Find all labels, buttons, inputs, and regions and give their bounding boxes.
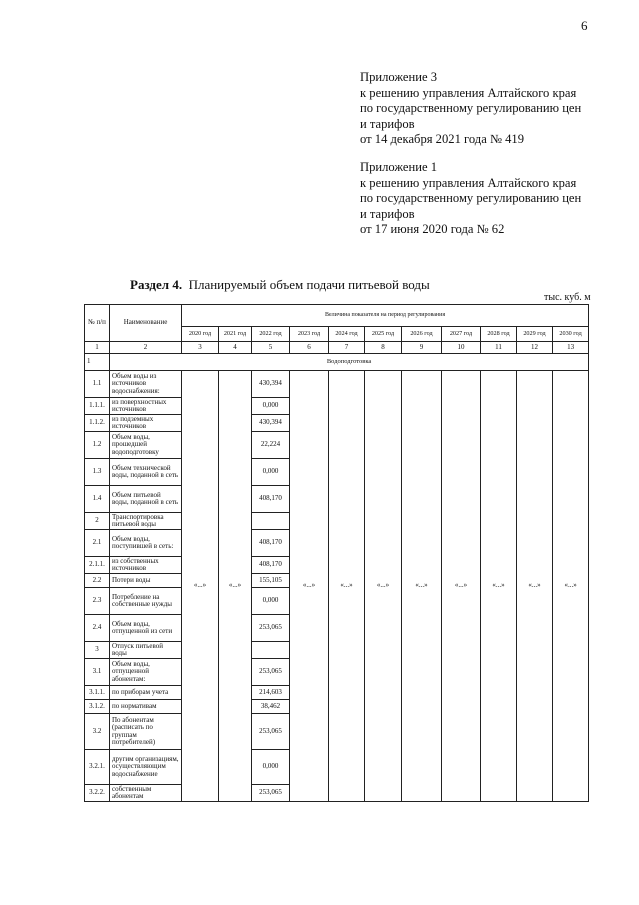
row-name: из собственных источников xyxy=(110,557,182,574)
units-label: тыс. куб. м xyxy=(544,292,591,303)
water-volume-table xyxy=(84,304,589,802)
value-2022 xyxy=(252,513,290,530)
annex-1-block xyxy=(360,160,581,238)
annex-3-line: от 14 декабря 2021 года № 419 xyxy=(360,132,525,146)
row-name: другим организациям, осуществляющим водоснабжение xyxy=(110,750,182,785)
placeholder-cell: «...» xyxy=(290,371,329,802)
value-2022: 155,105 xyxy=(252,574,290,588)
row-number: 2.2 xyxy=(85,574,110,588)
column-number-row xyxy=(85,342,589,354)
value-2022: 253,065 xyxy=(252,659,290,686)
row-number: 3.1 xyxy=(85,659,110,686)
row-number: 3.2 xyxy=(85,714,110,750)
section-title xyxy=(130,277,430,293)
section-heading: Планируемый объем подачи питьевой воды xyxy=(188,277,430,292)
placeholder-cell: «...» xyxy=(553,371,589,802)
row-name: из подземных источников xyxy=(110,415,182,432)
row-name: Объем воды, отпущенной из сети xyxy=(110,615,182,642)
row-name: Транспортировка питьевой воды xyxy=(110,513,182,530)
annex-3-line: и тарифов xyxy=(360,116,415,131)
header-year: 2027 год xyxy=(442,327,481,342)
header-number: № п/п xyxy=(85,305,110,342)
header-year: 2020 год xyxy=(182,327,219,342)
placeholder-cell: «...» xyxy=(219,371,252,802)
column-number: 5 xyxy=(252,342,290,354)
row-number: 1.1 xyxy=(85,371,110,398)
row-number: 1.1.2. xyxy=(85,415,110,432)
section-name: Водоподготовка xyxy=(110,354,589,371)
value-2022: 408,170 xyxy=(252,486,290,513)
row-number: 2.3 xyxy=(85,588,110,615)
value-2022: 0,000 xyxy=(252,750,290,785)
value-2022: 253,065 xyxy=(252,714,290,750)
section-label: Раздел 4. xyxy=(130,277,183,292)
annex-1-line: к решению управления Алтайского края xyxy=(360,175,577,190)
column-number: 10 xyxy=(442,342,481,354)
row-name: Объем воды из источников водоснабжения: xyxy=(110,371,182,398)
header-name: Наименование xyxy=(110,305,182,342)
value-2022: 0,000 xyxy=(252,588,290,615)
row-name: Объем питьевой воды, поданной в сеть xyxy=(110,486,182,513)
annex-3-line: Приложение 3 xyxy=(360,70,438,84)
header-year: 2029 год xyxy=(517,327,553,342)
placeholder-cell: «...» xyxy=(365,371,402,802)
annex-3-line: по государственному регулированию цен xyxy=(360,101,582,115)
row-name: по нормативам xyxy=(110,700,182,714)
row-number: 2 xyxy=(85,513,110,530)
header-year: 2021 год xyxy=(219,327,252,342)
value-2022: 214,603 xyxy=(252,686,290,700)
value-2022: 408,170 xyxy=(252,557,290,574)
row-number: 3.1.2. xyxy=(85,700,110,714)
header-year: 2028 год xyxy=(481,327,517,342)
value-2022: 408,170 xyxy=(252,530,290,557)
placeholder-cell: «...» xyxy=(481,371,517,802)
table-row xyxy=(85,371,589,398)
row-name: Потребление на собственные нужды xyxy=(110,588,182,615)
row-name: Потери воды xyxy=(110,574,182,588)
section-row xyxy=(85,354,589,371)
header-group: Величина показателя на период регулирования xyxy=(182,305,589,327)
row-name: по приборам учета xyxy=(110,686,182,700)
annex-3-line: к решению управления Алтайского края xyxy=(360,85,577,100)
placeholder-cell: «...» xyxy=(442,371,481,802)
column-number: 13 xyxy=(553,342,589,354)
header-year: 2022 год xyxy=(252,327,290,342)
header-year: 2023 год xyxy=(290,327,329,342)
row-number: 3 xyxy=(85,642,110,659)
row-number: 3.2.2. xyxy=(85,785,110,802)
value-2022: 0,000 xyxy=(252,459,290,486)
column-number: 2 xyxy=(110,342,182,354)
value-2022: 38,462 xyxy=(252,700,290,714)
column-number: 12 xyxy=(517,342,553,354)
row-name: из поверхностных источников xyxy=(110,398,182,415)
column-number: 6 xyxy=(290,342,329,354)
row-number: 3.2.1. xyxy=(85,750,110,785)
row-number: 2.1 xyxy=(85,530,110,557)
row-number: 1.2 xyxy=(85,432,110,459)
value-2022: 22,224 xyxy=(252,432,290,459)
value-2022: 253,065 xyxy=(252,785,290,802)
placeholder-cell: «...» xyxy=(402,371,442,802)
row-name: Объем воды, отпущенной абонентам: xyxy=(110,659,182,686)
header-year: 2030 год xyxy=(553,327,589,342)
annex-3-block xyxy=(360,70,581,148)
row-number: 1.4 xyxy=(85,486,110,513)
column-number: 7 xyxy=(329,342,365,354)
placeholder-cell: «...» xyxy=(329,371,365,802)
header-year: 2025 год xyxy=(365,327,402,342)
column-number: 1 xyxy=(85,342,110,354)
row-name: По абонентам (расписать по группам потребителей) xyxy=(110,714,182,750)
header-year: 2026 год xyxy=(402,327,442,342)
row-name: Отпуск питьевой воды xyxy=(110,642,182,659)
column-number: 8 xyxy=(365,342,402,354)
value-2022: 430,394 xyxy=(252,415,290,432)
annex-1-line: от 17 июня 2020 года № 62 xyxy=(360,222,505,236)
header-year: 2024 год xyxy=(329,327,365,342)
column-number: 3 xyxy=(182,342,219,354)
row-number: 2.1.1. xyxy=(85,557,110,574)
row-name: Объем технической воды, поданной в сеть xyxy=(110,459,182,486)
row-number: 1.3 xyxy=(85,459,110,486)
value-2022: 253,065 xyxy=(252,615,290,642)
row-number: 1.1.1. xyxy=(85,398,110,415)
row-number: 1 xyxy=(85,354,110,371)
column-number: 9 xyxy=(402,342,442,354)
column-number: 11 xyxy=(481,342,517,354)
row-number: 2.4 xyxy=(85,615,110,642)
row-name: собственным абонентам xyxy=(110,785,182,802)
annex-1-line: по государственному регулированию цен xyxy=(360,191,582,205)
value-2022: 430,394 xyxy=(252,371,290,398)
placeholder-cell: «...» xyxy=(517,371,553,802)
row-number: 3.1.1. xyxy=(85,686,110,700)
row-name: Объем воды, поступившей в сеть: xyxy=(110,530,182,557)
annex-1-line: Приложение 1 xyxy=(360,160,438,174)
value-2022: 0,000 xyxy=(252,398,290,415)
row-name: Объем воды, прошедшей водоподготовку xyxy=(110,432,182,459)
placeholder-cell: «...» xyxy=(182,371,219,802)
annex-1-line: и тарифов xyxy=(360,206,415,221)
value-2022 xyxy=(252,642,290,659)
column-number: 4 xyxy=(219,342,252,354)
page-number: 6 xyxy=(581,18,588,33)
